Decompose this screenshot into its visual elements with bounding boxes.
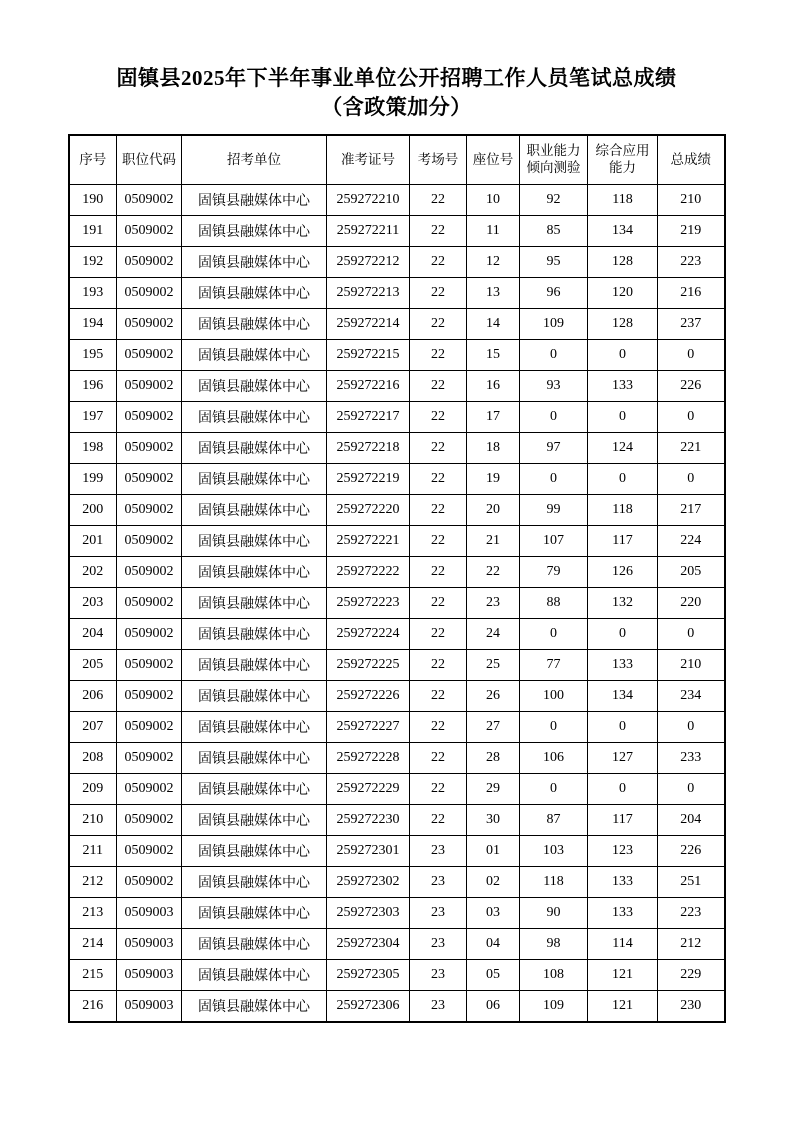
table-row bbox=[69, 774, 725, 805]
table-cell: 0 bbox=[658, 464, 725, 495]
table-cell: 216 bbox=[658, 278, 725, 309]
table-cell: 107 bbox=[520, 526, 588, 557]
table-cell: 118 bbox=[588, 495, 658, 526]
table-cell: 210 bbox=[69, 805, 117, 836]
column-header-7: 综合应用能力 bbox=[588, 135, 658, 185]
table-cell: 固镇县融媒体中心 bbox=[182, 309, 327, 340]
table-cell: 0 bbox=[588, 340, 658, 371]
table-cell: 固镇县融媒体中心 bbox=[182, 619, 327, 650]
table-cell: 固镇县融媒体中心 bbox=[182, 898, 327, 929]
table-cell: 133 bbox=[588, 650, 658, 681]
table-row bbox=[69, 309, 725, 340]
page-title-line-1: 固镇县2025年下半年事业单位公开招聘工作人员笔试总成绩 bbox=[116, 66, 677, 90]
table-cell: 92 bbox=[520, 185, 588, 216]
table-cell: 0509002 bbox=[117, 867, 182, 898]
table-cell: 259272210 bbox=[327, 185, 410, 216]
table-cell: 132 bbox=[588, 588, 658, 619]
table-row bbox=[69, 185, 725, 216]
table-row bbox=[69, 712, 725, 743]
table-cell: 106 bbox=[520, 743, 588, 774]
table-cell: 97 bbox=[520, 433, 588, 464]
table-cell: 0509002 bbox=[117, 712, 182, 743]
column-header-1: 职位代码 bbox=[117, 135, 182, 185]
table-cell: 0509002 bbox=[117, 402, 182, 433]
table-cell: 固镇县融媒体中心 bbox=[182, 464, 327, 495]
table-cell: 229 bbox=[658, 960, 725, 991]
table-cell: 0 bbox=[520, 340, 588, 371]
table-cell: 0509002 bbox=[117, 433, 182, 464]
table-cell: 190 bbox=[69, 185, 117, 216]
table-cell: 23 bbox=[467, 588, 520, 619]
table-cell: 259272217 bbox=[327, 402, 410, 433]
table-cell: 0509003 bbox=[117, 991, 182, 1022]
table-cell: 22 bbox=[410, 340, 467, 371]
table-cell: 234 bbox=[658, 681, 725, 712]
table-cell: 202 bbox=[69, 557, 117, 588]
table-cell: 22 bbox=[410, 309, 467, 340]
table-cell: 90 bbox=[520, 898, 588, 929]
table-cell: 0509002 bbox=[117, 526, 182, 557]
column-header-8: 总成绩 bbox=[658, 135, 725, 185]
table-row bbox=[69, 650, 725, 681]
table-cell: 197 bbox=[69, 402, 117, 433]
table-cell: 23 bbox=[410, 929, 467, 960]
table-cell: 22 bbox=[410, 433, 467, 464]
table-cell: 133 bbox=[588, 898, 658, 929]
table-row bbox=[69, 681, 725, 712]
table-cell: 23 bbox=[410, 836, 467, 867]
table-cell: 0509002 bbox=[117, 278, 182, 309]
table-cell: 23 bbox=[410, 867, 467, 898]
column-header-2: 招考单位 bbox=[182, 135, 327, 185]
table-cell: 99 bbox=[520, 495, 588, 526]
table-cell: 固镇县融媒体中心 bbox=[182, 495, 327, 526]
table-cell: 134 bbox=[588, 216, 658, 247]
table-cell: 209 bbox=[69, 774, 117, 805]
table-cell: 12 bbox=[467, 247, 520, 278]
table-cell: 固镇县融媒体中心 bbox=[182, 991, 327, 1022]
table-cell: 固镇县融媒体中心 bbox=[182, 960, 327, 991]
table-cell: 259272218 bbox=[327, 433, 410, 464]
table-cell: 195 bbox=[69, 340, 117, 371]
table-cell: 88 bbox=[520, 588, 588, 619]
table-cell: 120 bbox=[588, 278, 658, 309]
table-cell: 121 bbox=[588, 991, 658, 1022]
table-cell: 固镇县融媒体中心 bbox=[182, 929, 327, 960]
table-cell: 11 bbox=[467, 216, 520, 247]
table-row bbox=[69, 867, 725, 898]
table-cell: 230 bbox=[658, 991, 725, 1022]
table-cell: 27 bbox=[467, 712, 520, 743]
table-cell: 06 bbox=[467, 991, 520, 1022]
table-cell: 226 bbox=[658, 836, 725, 867]
table-head bbox=[69, 135, 725, 185]
table-cell: 30 bbox=[467, 805, 520, 836]
table-cell: 259272301 bbox=[327, 836, 410, 867]
table-cell: 210 bbox=[658, 185, 725, 216]
table-cell: 259272214 bbox=[327, 309, 410, 340]
table-cell: 259272230 bbox=[327, 805, 410, 836]
table-cell: 固镇县融媒体中心 bbox=[182, 774, 327, 805]
table-cell: 126 bbox=[588, 557, 658, 588]
table-cell: 123 bbox=[588, 836, 658, 867]
table-cell: 193 bbox=[69, 278, 117, 309]
table-cell: 215 bbox=[69, 960, 117, 991]
table-cell: 259272213 bbox=[327, 278, 410, 309]
table-cell: 251 bbox=[658, 867, 725, 898]
table-cell: 固镇县融媒体中心 bbox=[182, 712, 327, 743]
table-cell: 0 bbox=[588, 774, 658, 805]
table-cell: 259272216 bbox=[327, 371, 410, 402]
table-cell: 22 bbox=[410, 805, 467, 836]
table-cell: 23 bbox=[410, 898, 467, 929]
table-row bbox=[69, 991, 725, 1022]
table-cell: 201 bbox=[69, 526, 117, 557]
table-cell: 221 bbox=[658, 433, 725, 464]
table-cell: 固镇县融媒体中心 bbox=[182, 557, 327, 588]
table-cell: 20 bbox=[467, 495, 520, 526]
table-cell: 259272228 bbox=[327, 743, 410, 774]
table-cell: 28 bbox=[467, 743, 520, 774]
table-cell: 0509002 bbox=[117, 588, 182, 619]
table-cell: 128 bbox=[588, 309, 658, 340]
table-cell: 259272220 bbox=[327, 495, 410, 526]
table-cell: 118 bbox=[588, 185, 658, 216]
table-cell: 22 bbox=[410, 743, 467, 774]
table-header-row bbox=[69, 135, 725, 185]
page-title bbox=[0, 0, 793, 122]
table-cell: 25 bbox=[467, 650, 520, 681]
table-cell: 0509002 bbox=[117, 340, 182, 371]
table-cell: 02 bbox=[467, 867, 520, 898]
table-cell: 固镇县融媒体中心 bbox=[182, 371, 327, 402]
column-header-6: 职业能力倾向测验 bbox=[520, 135, 588, 185]
table-cell: 固镇县融媒体中心 bbox=[182, 805, 327, 836]
table-cell: 固镇县融媒体中心 bbox=[182, 433, 327, 464]
table-cell: 133 bbox=[588, 371, 658, 402]
table-row bbox=[69, 526, 725, 557]
table-cell: 0 bbox=[520, 774, 588, 805]
table-cell: 196 bbox=[69, 371, 117, 402]
table-cell: 79 bbox=[520, 557, 588, 588]
table-cell: 121 bbox=[588, 960, 658, 991]
table-cell: 24 bbox=[467, 619, 520, 650]
table-cell: 212 bbox=[658, 929, 725, 960]
table-row bbox=[69, 433, 725, 464]
table-row bbox=[69, 278, 725, 309]
table-cell: 22 bbox=[410, 216, 467, 247]
table-cell: 0 bbox=[588, 712, 658, 743]
table-row bbox=[69, 557, 725, 588]
table-cell: 固镇县融媒体中心 bbox=[182, 867, 327, 898]
table-cell: 01 bbox=[467, 836, 520, 867]
table-cell: 22 bbox=[410, 402, 467, 433]
table-cell: 0509002 bbox=[117, 371, 182, 402]
table-cell: 219 bbox=[658, 216, 725, 247]
table-cell: 04 bbox=[467, 929, 520, 960]
table-cell: 0 bbox=[658, 774, 725, 805]
table-cell: 05 bbox=[467, 960, 520, 991]
table-row bbox=[69, 619, 725, 650]
table-cell: 226 bbox=[658, 371, 725, 402]
table-cell: 259272226 bbox=[327, 681, 410, 712]
table-cell: 0 bbox=[588, 619, 658, 650]
table-cell: 259272212 bbox=[327, 247, 410, 278]
page-title-line-2: （含政策加分） bbox=[321, 94, 472, 119]
table-cell: 22 bbox=[410, 588, 467, 619]
table-cell: 固镇县融媒体中心 bbox=[182, 185, 327, 216]
table-cell: 259272222 bbox=[327, 557, 410, 588]
table-cell: 0509003 bbox=[117, 960, 182, 991]
table-cell: 0 bbox=[658, 619, 725, 650]
table-cell: 224 bbox=[658, 526, 725, 557]
table-cell: 0509002 bbox=[117, 185, 182, 216]
table-cell: 0509002 bbox=[117, 557, 182, 588]
table-cell: 22 bbox=[410, 371, 467, 402]
table-cell: 203 bbox=[69, 588, 117, 619]
table-cell: 固镇县融媒体中心 bbox=[182, 247, 327, 278]
table-cell: 208 bbox=[69, 743, 117, 774]
table-cell: 23 bbox=[410, 991, 467, 1022]
table-cell: 207 bbox=[69, 712, 117, 743]
table-cell: 0509002 bbox=[117, 805, 182, 836]
table-cell: 134 bbox=[588, 681, 658, 712]
table-cell: 200 bbox=[69, 495, 117, 526]
table-cell: 117 bbox=[588, 805, 658, 836]
table-cell: 108 bbox=[520, 960, 588, 991]
table-cell: 17 bbox=[467, 402, 520, 433]
table-cell: 18 bbox=[467, 433, 520, 464]
table-cell: 22 bbox=[410, 650, 467, 681]
table-row bbox=[69, 588, 725, 619]
table-cell: 259272215 bbox=[327, 340, 410, 371]
table-cell: 237 bbox=[658, 309, 725, 340]
column-header-4: 考场号 bbox=[410, 135, 467, 185]
table-cell: 124 bbox=[588, 433, 658, 464]
table-cell: 0509002 bbox=[117, 495, 182, 526]
table-cell: 固镇县融媒体中心 bbox=[182, 681, 327, 712]
table-cell: 259272229 bbox=[327, 774, 410, 805]
table-cell: 199 bbox=[69, 464, 117, 495]
table-cell: 216 bbox=[69, 991, 117, 1022]
table-cell: 220 bbox=[658, 588, 725, 619]
table-cell: 13 bbox=[467, 278, 520, 309]
table-cell: 214 bbox=[69, 929, 117, 960]
table-cell: 133 bbox=[588, 867, 658, 898]
table-cell: 26 bbox=[467, 681, 520, 712]
table-cell: 211 bbox=[69, 836, 117, 867]
table-cell: 100 bbox=[520, 681, 588, 712]
table-cell: 87 bbox=[520, 805, 588, 836]
table-cell: 128 bbox=[588, 247, 658, 278]
table-cell: 109 bbox=[520, 991, 588, 1022]
table-cell: 22 bbox=[410, 774, 467, 805]
table-cell: 93 bbox=[520, 371, 588, 402]
table-row bbox=[69, 402, 725, 433]
table-body bbox=[69, 185, 725, 1022]
table-cell: 21 bbox=[467, 526, 520, 557]
table-cell: 03 bbox=[467, 898, 520, 929]
table-cell: 22 bbox=[467, 557, 520, 588]
table-cell: 233 bbox=[658, 743, 725, 774]
table-cell: 96 bbox=[520, 278, 588, 309]
table-row bbox=[69, 898, 725, 929]
table-cell: 固镇县融媒体中心 bbox=[182, 526, 327, 557]
table-cell: 0509003 bbox=[117, 929, 182, 960]
table-cell: 0 bbox=[520, 464, 588, 495]
column-header-3: 准考证号 bbox=[327, 135, 410, 185]
table-cell: 固镇县融媒体中心 bbox=[182, 216, 327, 247]
table-cell: 192 bbox=[69, 247, 117, 278]
table-cell: 217 bbox=[658, 495, 725, 526]
table-cell: 0 bbox=[588, 464, 658, 495]
table-cell: 0509002 bbox=[117, 464, 182, 495]
score-table bbox=[68, 134, 726, 1023]
table-cell: 204 bbox=[658, 805, 725, 836]
table-cell: 22 bbox=[410, 278, 467, 309]
table-cell: 118 bbox=[520, 867, 588, 898]
table-cell: 0509002 bbox=[117, 681, 182, 712]
table-cell: 259272303 bbox=[327, 898, 410, 929]
table-cell: 0509002 bbox=[117, 743, 182, 774]
table-cell: 22 bbox=[410, 681, 467, 712]
table-cell: 固镇县融媒体中心 bbox=[182, 650, 327, 681]
table-cell: 205 bbox=[658, 557, 725, 588]
table-cell: 117 bbox=[588, 526, 658, 557]
table-cell: 固镇县融媒体中心 bbox=[182, 278, 327, 309]
table-cell: 259272227 bbox=[327, 712, 410, 743]
table-cell: 0509002 bbox=[117, 216, 182, 247]
table-cell: 29 bbox=[467, 774, 520, 805]
table-cell: 98 bbox=[520, 929, 588, 960]
table-cell: 0 bbox=[588, 402, 658, 433]
table-cell: 223 bbox=[658, 898, 725, 929]
column-header-5: 座位号 bbox=[467, 135, 520, 185]
table-cell: 22 bbox=[410, 557, 467, 588]
table-cell: 205 bbox=[69, 650, 117, 681]
table-cell: 固镇县融媒体中心 bbox=[182, 836, 327, 867]
table-row bbox=[69, 495, 725, 526]
table-cell: 259272211 bbox=[327, 216, 410, 247]
table-cell: 0509002 bbox=[117, 309, 182, 340]
table-cell: 0509002 bbox=[117, 650, 182, 681]
table-cell: 22 bbox=[410, 526, 467, 557]
table-row bbox=[69, 836, 725, 867]
table-cell: 259272302 bbox=[327, 867, 410, 898]
table-cell: 固镇县融媒体中心 bbox=[182, 743, 327, 774]
table-cell: 259272305 bbox=[327, 960, 410, 991]
table-cell: 127 bbox=[588, 743, 658, 774]
column-header-0: 序号 bbox=[69, 135, 117, 185]
table-cell: 14 bbox=[467, 309, 520, 340]
table-cell: 85 bbox=[520, 216, 588, 247]
table-cell: 191 bbox=[69, 216, 117, 247]
table-cell: 22 bbox=[410, 495, 467, 526]
table-cell: 22 bbox=[410, 619, 467, 650]
table-cell: 194 bbox=[69, 309, 117, 340]
table-cell: 0 bbox=[658, 712, 725, 743]
table-cell: 0509002 bbox=[117, 774, 182, 805]
table-cell: 259272304 bbox=[327, 929, 410, 960]
table-cell: 0509003 bbox=[117, 898, 182, 929]
table-cell: 0 bbox=[658, 402, 725, 433]
table-cell: 16 bbox=[467, 371, 520, 402]
table-cell: 204 bbox=[69, 619, 117, 650]
table-cell: 213 bbox=[69, 898, 117, 929]
table-cell: 259272224 bbox=[327, 619, 410, 650]
table-cell: 223 bbox=[658, 247, 725, 278]
table-cell: 103 bbox=[520, 836, 588, 867]
table-row bbox=[69, 371, 725, 402]
table-cell: 0 bbox=[520, 712, 588, 743]
table-cell: 259272223 bbox=[327, 588, 410, 619]
table-cell: 0 bbox=[658, 340, 725, 371]
table-cell: 19 bbox=[467, 464, 520, 495]
table-cell: 259272219 bbox=[327, 464, 410, 495]
table-cell: 198 bbox=[69, 433, 117, 464]
table-cell: 259272221 bbox=[327, 526, 410, 557]
table-row bbox=[69, 340, 725, 371]
table-cell: 固镇县融媒体中心 bbox=[182, 588, 327, 619]
table-cell: 15 bbox=[467, 340, 520, 371]
table-cell: 0 bbox=[520, 619, 588, 650]
table-cell: 0 bbox=[520, 402, 588, 433]
table-row bbox=[69, 743, 725, 774]
table-cell: 95 bbox=[520, 247, 588, 278]
table-row bbox=[69, 247, 725, 278]
table-row bbox=[69, 960, 725, 991]
table-cell: 22 bbox=[410, 464, 467, 495]
table-row bbox=[69, 929, 725, 960]
table-cell: 22 bbox=[410, 247, 467, 278]
table-cell: 10 bbox=[467, 185, 520, 216]
table-cell: 206 bbox=[69, 681, 117, 712]
table-cell: 22 bbox=[410, 185, 467, 216]
table-cell: 固镇县融媒体中心 bbox=[182, 402, 327, 433]
table-cell: 0509002 bbox=[117, 619, 182, 650]
table-cell: 0509002 bbox=[117, 836, 182, 867]
table-row bbox=[69, 805, 725, 836]
table-cell: 259272306 bbox=[327, 991, 410, 1022]
table-cell: 212 bbox=[69, 867, 117, 898]
table-row bbox=[69, 216, 725, 247]
table-cell: 109 bbox=[520, 309, 588, 340]
table-cell: 23 bbox=[410, 960, 467, 991]
table-cell: 210 bbox=[658, 650, 725, 681]
table-row bbox=[69, 464, 725, 495]
table-cell: 固镇县融媒体中心 bbox=[182, 340, 327, 371]
table-cell: 77 bbox=[520, 650, 588, 681]
table-cell: 22 bbox=[410, 712, 467, 743]
table-cell: 259272225 bbox=[327, 650, 410, 681]
table-cell: 0509002 bbox=[117, 247, 182, 278]
table-cell: 114 bbox=[588, 929, 658, 960]
